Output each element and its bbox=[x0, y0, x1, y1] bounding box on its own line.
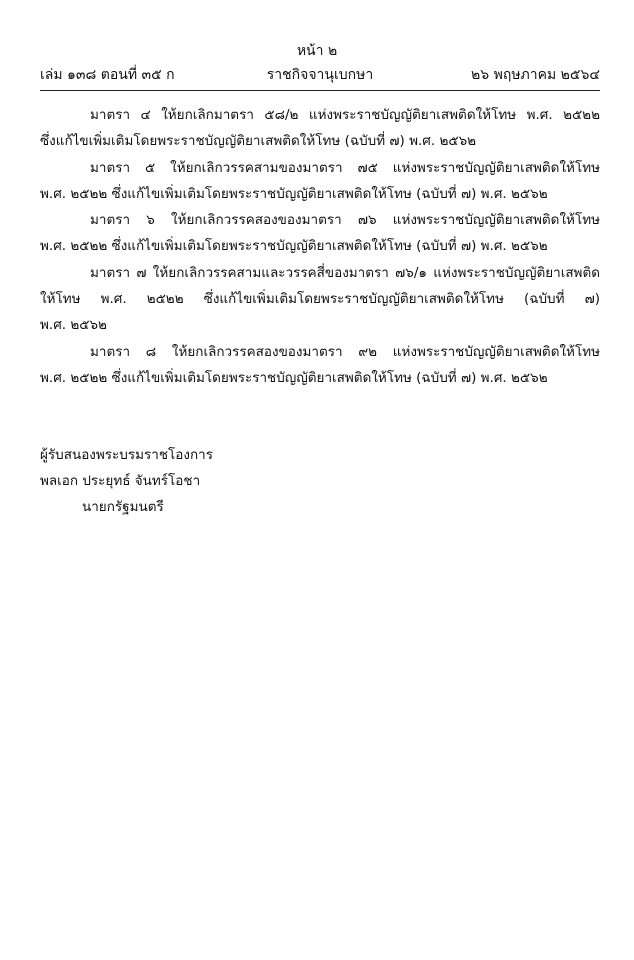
signature-block bbox=[40, 442, 600, 520]
countersign-label: ผู้รับสนองพระบรมราชโองการ bbox=[40, 447, 213, 463]
signatory-title: นายกรัฐมนตรี bbox=[82, 499, 164, 515]
text-line: มาตรา ๖ ให้ยกเลิกวรรคสองของมาตรา ๗๖ แห่งพระราชบัญญัติยาเสพติดให้โทษ bbox=[90, 212, 600, 229]
text-line: มาตรา ๗ ให้ยกเลิกวรรคสามและวรรคสี่ของมาตรา ๗๖/๑ แห่งพระราชบัญญัติยาเสพติด bbox=[90, 264, 600, 281]
publication-name: ราชกิจจานุเบกษา bbox=[266, 67, 374, 83]
text-line: พ.ศ. ๒๕๒๒ ซึ่งแก้ไขเพิ่มเติมโดยพระราชบัญญัติยาเสพติดให้โทษ (ฉบับที่ ๗) พ.ศ. ๒๕๖๒ bbox=[40, 185, 548, 202]
volume-issue: เล่ม ๑๓๘ ตอนที่ ๓๕ ก bbox=[40, 67, 175, 83]
publication-date: ๒๖ พฤษภาคม ๒๕๖๔ bbox=[471, 67, 600, 83]
text-line: พ.ศ. ๒๕๒๒ ซึ่งแก้ไขเพิ่มเติมโดยพระราชบัญญัติยาเสพติดให้โทษ (ฉบับที่ ๗) พ.ศ. ๒๕๖๒ bbox=[40, 238, 548, 255]
law-sections bbox=[40, 102, 600, 391]
page-number: หน้า ๒ bbox=[296, 43, 338, 59]
header-divider bbox=[40, 90, 600, 91]
signatory-name: พลเอก ประยุทธ์ จันทร์โอชา bbox=[40, 473, 201, 489]
page-header bbox=[40, 64, 600, 86]
text-line: มาตรา ๔ ให้ยกเลิกมาตรา ๕๘/๒ แห่งพระราชบัญญัติยาเสพติดให้โทษ พ.ศ. ๒๕๒๒ bbox=[90, 107, 600, 123]
text-line: มาตรา ๕ ให้ยกเลิกวรรคสามของมาตรา ๗๕ แห่งพระราชบัญญัติยาเสพติดให้โทษ bbox=[90, 159, 600, 176]
text-line: ให้โทษ พ.ศ. ๒๕๒๒ ซึ่งแก้ไขเพิ่มเติมโดยพระราชบัญญัติยาเสพติดให้โทษ (ฉบับที่ ๗) bbox=[40, 291, 600, 308]
text-line: ซึ่งแก้ไขเพิ่มเติมโดยพระราชบัญญัติยาเสพติดให้โทษ (ฉบับที่ ๗) พ.ศ. ๒๕๖๒ bbox=[40, 133, 477, 150]
text-line: พ.ศ. ๒๕๒๒ ซึ่งแก้ไขเพิ่มเติมโดยพระราชบัญญัติยาเสพติดให้โทษ (ฉบับที่ ๗) พ.ศ. ๒๕๖๒ bbox=[40, 369, 548, 386]
text-line: พ.ศ. ๒๕๖๒ bbox=[40, 317, 107, 334]
text-line: มาตรา ๘ ให้ยกเลิกวรรคสองของมาตรา ๙๒ แห่งพระราชบัญญัติยาเสพติดให้โทษ bbox=[90, 343, 600, 360]
